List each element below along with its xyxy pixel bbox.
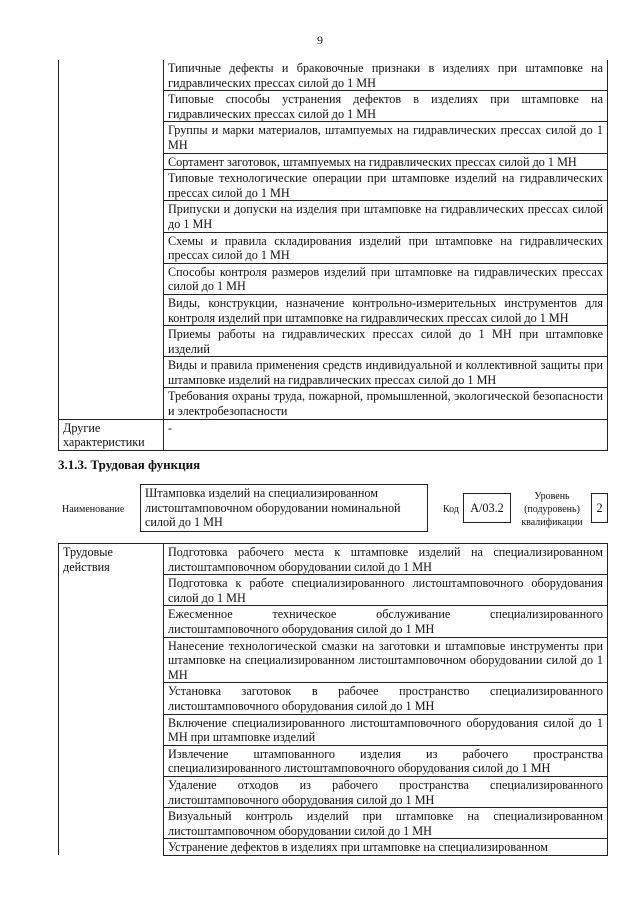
table-cell: Типовые технологические операции при штамповке изделий на гидравлических прессах силой до 1 МН xyxy=(164,170,608,201)
table-cell: Нанесение технологической смазки на заготовки и штамповые инструменты при штамповке на специализированном листоштамповочном оборудовании силой до 1 МН xyxy=(164,637,608,683)
table-row xyxy=(59,122,608,153)
row-label xyxy=(59,357,164,388)
function-header xyxy=(58,481,610,538)
row-label xyxy=(59,388,164,419)
table-cell: Виды и правила применения средств индивидуальной и коллективной защиты при штамповке изделий на гидравлических прессах силой до 1 МН xyxy=(164,357,608,388)
qualification-level-label: Уровень (подуровень) квалификации xyxy=(521,491,583,528)
table-cell: Удаление отходов из рабочего пространства специализированного листоштамповочного оборудования силой до 1 МН xyxy=(164,776,608,807)
table-cell: Приемы работы на гидравлических прессах силой до 1 МН при штамповке изделий xyxy=(164,326,608,357)
row-label xyxy=(59,153,164,170)
row-label xyxy=(59,263,164,294)
table-cell: Схемы и правила складирования изделий при штамповке на гидравлических прессах силой до 1 МН xyxy=(164,232,608,263)
table-row xyxy=(59,419,608,450)
table-cell: Требования охраны труда, пожарной, промышленной, экологической безопасности и электробезопасности xyxy=(164,388,608,419)
table-cell: Подготовка рабочего места к штамповке изделий на специализированном листоштамповочном оборудовании силой до 1 МН xyxy=(164,544,608,575)
row-label xyxy=(59,170,164,201)
table-cell: Подготовка к работе специализированного листоштамповочного оборудования силой до 1 МН xyxy=(164,575,608,606)
table-cell: Визуальный контроль изделий при штамповке на специализированном листоштамповочном оборудовании силой до 1 МН xyxy=(164,808,608,839)
labor-actions-table xyxy=(58,543,608,856)
table-row xyxy=(59,60,608,91)
table-row xyxy=(59,170,608,201)
table-cell: Способы контроля размеров изделий при штамповке на гидравлических прессах силой до 1 МН xyxy=(164,263,608,294)
page-number: 9 xyxy=(317,33,323,47)
labor-actions-label: Трудовые действия xyxy=(59,544,164,856)
row-label xyxy=(59,232,164,263)
row-label xyxy=(59,294,164,325)
code-label: Код xyxy=(443,504,459,515)
table-cell: Устранение дефектов в изделиях при штамповке на специализированном xyxy=(164,839,608,856)
table-cell: Группы и марки материалов, штампуемых на гидравлических прессах силой до 1 МН xyxy=(164,122,608,153)
table-cell: Установка заготовок в рабочее пространство специализированного листоштамповочного оборудования силой до 1 МН xyxy=(164,683,608,714)
qualification-level-value: 2 xyxy=(591,493,608,523)
table-cell: Сортамент заготовок, штампуемых на гидравлических прессах силой до 1 МН xyxy=(164,153,608,170)
table-cell: Виды, конструкции, назначение контрольно-измерительных инструментов для контроля изделий при штамповке на гидравлических прессах силой до 1 МН xyxy=(164,294,608,325)
table-row xyxy=(59,388,608,419)
table-row xyxy=(59,91,608,122)
section-heading: 3.1.3. Трудовая функция xyxy=(58,457,201,472)
table-row xyxy=(59,263,608,294)
table-cell: Типичные дефекты и браковочные признаки в изделиях при штамповке на гидравлических прессах силой до 1 МН xyxy=(164,60,608,91)
table-cell: Припуски и допуски на изделия при штамповке на гидравлических прессах силой до 1 МН xyxy=(164,201,608,232)
table-row xyxy=(59,326,608,357)
name-label: Наименование xyxy=(62,504,125,515)
table-cell: Извлечение штампованного изделия из рабочего пространства специализированного листоштамповочного оборудования силой до 1 МН xyxy=(164,745,608,776)
other-characteristics-label: Другие характеристики xyxy=(59,419,164,450)
row-label xyxy=(59,122,164,153)
code-value: А/03.2 xyxy=(463,493,511,523)
table-row xyxy=(59,201,608,232)
skills-table xyxy=(58,60,608,451)
row-label xyxy=(59,201,164,232)
table-cell: Включение специализированного листоштамповочного оборудования силой до 1 МН при штамповке изделий xyxy=(164,714,608,745)
table-row xyxy=(59,232,608,263)
table-row xyxy=(59,153,608,170)
table-row xyxy=(59,544,608,575)
other-characteristics-value: - xyxy=(164,419,608,450)
table-cell: Ежесменное техническое обслуживание специализированного листоштамповочного оборудования силой до 1 МН xyxy=(164,606,608,637)
function-name-value: Штамповка изделий на специализированном листоштамповочном оборудовании номинальной силой до 1 МН xyxy=(140,484,428,532)
table-row xyxy=(59,294,608,325)
row-label xyxy=(59,60,164,91)
table-cell: Типовые способы устранения дефектов в изделиях при штамповке на гидравлических прессах силой до 1 МН xyxy=(164,91,608,122)
row-label xyxy=(59,91,164,122)
table-row xyxy=(59,357,608,388)
row-label xyxy=(59,326,164,357)
